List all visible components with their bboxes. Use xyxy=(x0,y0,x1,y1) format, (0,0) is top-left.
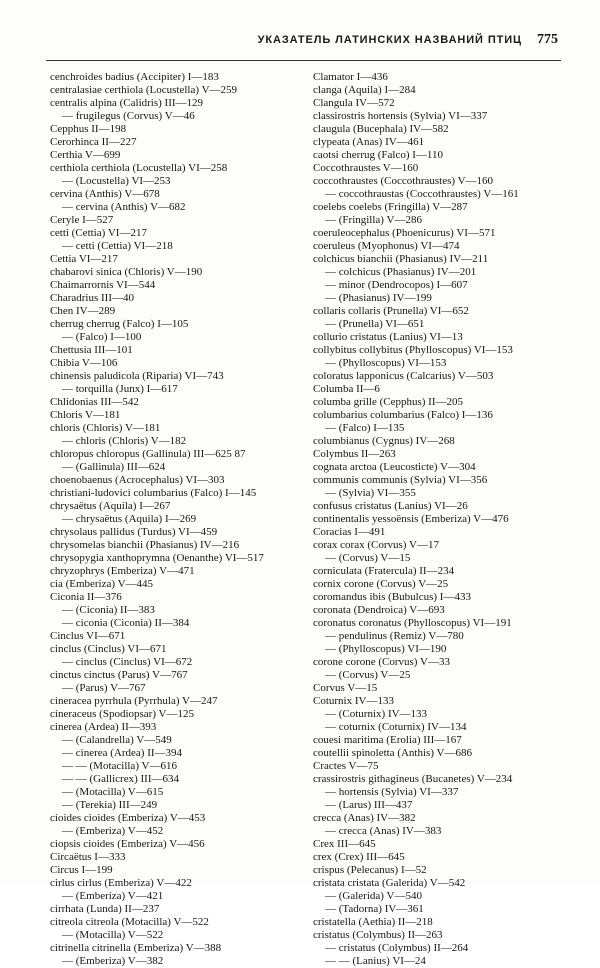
index-column-left xyxy=(50,71,298,968)
index-entry: columbarius columbarius (Falco) I—136 xyxy=(313,409,493,421)
index-entry: — coccothraustas (Coccothraustes) V—161 xyxy=(325,188,519,200)
index-entry: — (Emberiza) V—452 xyxy=(62,825,164,837)
running-title: УКАЗАТЕЛЬ ЛАТИНСКИХ НАЗВАНИЙ ПТИЦ xyxy=(257,34,522,46)
index-entry: — — (Lanius) VI—24 xyxy=(325,955,426,967)
index-entry: chrysopygia xanthoprymna (Oenanthe) VI—517 xyxy=(50,552,264,564)
index-entry: clanga (Aquila) I—284 xyxy=(313,84,416,96)
index-entry: coccothraustes (Coccothraustes) V—160 xyxy=(313,175,494,187)
index-entry: continentalis yessoënsis (Emberiza) V—476 xyxy=(313,513,509,525)
index-entry: — (Locustella) VI—253 xyxy=(62,175,171,187)
index-entry: coromandus ibis (Bubulcus) I—433 xyxy=(313,591,471,603)
index-entry: cirlus cirlus (Emberiza) V—422 xyxy=(50,877,192,889)
page-number: 775 xyxy=(537,32,558,47)
index-entry: — (Fringilla) V—286 xyxy=(325,214,422,226)
index-entry: chrysolaus pallidus (Turdus) VI—459 xyxy=(50,526,218,538)
index-entry: collybitus collybitus (Phylloscopus) VI—153 xyxy=(313,344,513,356)
index-entry: — (Sylvia) VI—355 xyxy=(325,487,416,499)
index-entry: cristatus (Colymbus) II—263 xyxy=(313,929,443,941)
index-entry: claugula (Bucephala) IV—582 xyxy=(313,123,449,135)
index-entry: chinensis paludicola (Riparia) VI—743 xyxy=(50,370,224,382)
index-entry: crassirostris githagineus (Bucanetes) V—234 xyxy=(313,773,513,785)
index-entry: Cepphus II—198 xyxy=(50,123,127,135)
index-entry: — (Corvus) V—15 xyxy=(325,552,411,564)
index-entry: — (Phasianus) IV—199 xyxy=(325,292,432,304)
index-entry: cia (Emberiza) V—445 xyxy=(50,578,154,590)
index-entry: — crecca (Anas) IV—383 xyxy=(325,825,442,837)
index-entry: Clangula IV—572 xyxy=(313,97,395,109)
index-entry: chrysomelas bianchii (Phasianus) IV—216 xyxy=(50,539,240,551)
index-entry: — minor (Dendrocopos) I—607 xyxy=(325,279,468,291)
index-entry: cristata cristata (Galerida) V—542 xyxy=(313,877,466,889)
index-entry: crex (Crex) III—645 xyxy=(313,851,405,863)
index-entry: — chrysaëtus (Aquila) I—269 xyxy=(62,513,197,525)
index-entry: caotsi cherrug (Falco) I—110 xyxy=(313,149,444,161)
index-entry: couesi maritima (Erolia) III—167 xyxy=(313,734,462,746)
index-entry: cirrhata (Lunda) II—237 xyxy=(50,903,160,915)
index-entry: — (Coturnix) IV—133 xyxy=(325,708,428,720)
index-entry: — (Motacilla) V—522 xyxy=(62,929,164,941)
index-entry: communis communis (Sylvia) VI—356 xyxy=(313,474,488,486)
index-entry: cinctus cinctus (Parus) V—767 xyxy=(50,669,188,681)
index-entry: — (Ciconia) II—383 xyxy=(62,604,155,616)
index-entry: corone corone (Corvus) V—33 xyxy=(313,656,450,668)
index-entry: Charadrius III—40 xyxy=(50,292,135,304)
index-entry: cognata arctoa (Leucosticte) V—304 xyxy=(313,461,476,473)
index-entry: Coracias I—491 xyxy=(313,526,386,538)
index-entry: — (Falco) I—135 xyxy=(325,422,405,434)
index-entry: Colymbus II—263 xyxy=(313,448,396,460)
index-entry: confusus cristatus (Lanius) VI—26 xyxy=(313,500,468,512)
index-entry: Coccothraustes V—160 xyxy=(313,162,419,174)
index-entry: cristatella (Aethia) II—218 xyxy=(313,916,433,928)
index-entry: crecca (Anas) IV—382 xyxy=(313,812,416,824)
index-entry: — frugilegus (Corvus) V—46 xyxy=(62,110,195,122)
index-entry: clypeata (Anas) IV—461 xyxy=(313,136,425,148)
index-entry: — — (Motacilla) V—616 xyxy=(62,760,177,772)
index-entry: coronata (Dendroica) V—693 xyxy=(313,604,445,616)
index-entry: — (Galerida) V—540 xyxy=(325,890,422,902)
index-entry: centralasiae certhiola (Locustella) V—259 xyxy=(50,84,238,96)
index-entry: — cervina (Anthis) V—682 xyxy=(62,201,186,213)
index-entry: Crex III—645 xyxy=(313,838,376,850)
index-entry: — chloris (Chloris) V—182 xyxy=(62,435,187,447)
index-entry: — cinclus (Cinclus) VI—672 xyxy=(62,656,193,668)
index-entry: — (Corvus) V—25 xyxy=(325,669,411,681)
index-entry: — (Calandrella) V—549 xyxy=(62,734,172,746)
index-entry: certhiola certhiola (Locustella) VI—258 xyxy=(50,162,228,174)
index-entry: coelebs coelebs (Fringilla) V—287 xyxy=(313,201,468,213)
index-entry: Cractes V—75 xyxy=(313,760,379,772)
index-entry: Coturnix IV—133 xyxy=(313,695,394,707)
index-entry: corniculata (Fratercula) II—234 xyxy=(313,565,455,577)
index-entry: coeruleus (Myophonus) VI—474 xyxy=(313,240,460,252)
index-entry: — pendulinus (Remiz) V—780 xyxy=(325,630,464,642)
index-entry: crispus (Pelecanus) I—52 xyxy=(313,864,427,876)
index-entry: Corvus V—15 xyxy=(313,682,378,694)
index-entry: — cinerea (Ardea) II—394 xyxy=(62,747,183,759)
index-entry: columbianus (Cygnus) IV—268 xyxy=(313,435,455,447)
index-entry: cetti (Cettia) VI—217 xyxy=(50,227,147,239)
index-entry: — (Tadorna) IV—361 xyxy=(325,903,424,915)
index-entry: cioides cioides (Emberiza) V—453 xyxy=(50,812,206,824)
index-entry: Chlidonias III—542 xyxy=(50,396,139,408)
index-entry: cornix corone (Corvus) V—25 xyxy=(313,578,449,590)
index-entry: citrinella citrinella (Emberiza) V—388 xyxy=(50,942,222,954)
index-entry: Cinclus VI—671 xyxy=(50,630,126,642)
index-entry: christiani-ludovici columbarius (Falco) I—145 xyxy=(50,487,257,499)
index-entry: chloris (Chloris) V—181 xyxy=(50,422,161,434)
index-entry: chabarovi sinica (Chloris) V—190 xyxy=(50,266,203,278)
index-entry: classirostris hortensis (Sylvia) VI—337 xyxy=(313,110,488,122)
page-header xyxy=(0,34,600,54)
index-entry: — torquilla (Junx) I—617 xyxy=(62,383,178,395)
index-entry: cinclus (Cinclus) VI—671 xyxy=(50,643,167,655)
index-entry: — — (Gallicrex) III—634 xyxy=(62,773,179,785)
index-entry: — (Emberiza) V—421 xyxy=(62,890,164,902)
index-entry: Ceryle I—527 xyxy=(50,214,114,226)
index-entry: — (Larus) III—437 xyxy=(325,799,413,811)
index-entry: cenchroides badius (Accipiter) I—183 xyxy=(50,71,219,83)
index-entry: Chettusia III—101 xyxy=(50,344,133,356)
index-entry: — (Falco) I—100 xyxy=(62,331,142,343)
index-entry: — cristatus (Colymbus) II—264 xyxy=(325,942,469,954)
index-entry: Chen IV—289 xyxy=(50,305,116,317)
index-entry: — cetti (Cettia) VI—218 xyxy=(62,240,173,252)
index-entry: chrysaëtus (Aquila) I—267 xyxy=(50,500,171,512)
index-entry: — (Terekia) III—249 xyxy=(62,799,158,811)
index-entry: chryzophrys (Emberiza) V—471 xyxy=(50,565,195,577)
index-entry: Clamator I—436 xyxy=(313,71,388,83)
index-entry: Chibia V—106 xyxy=(50,357,118,369)
index-entry: columba grille (Cepphus) II—205 xyxy=(313,396,463,408)
index-entry: Cerorhinca II—227 xyxy=(50,136,137,148)
index-entry: — (Phylloscopus) VI—190 xyxy=(325,643,447,655)
index-entry: cineracea pyrrhula (Pyrrhula) V—247 xyxy=(50,695,218,707)
index-entry: cherrug cherrug (Falco) I—105 xyxy=(50,318,189,330)
index-entry: — coturnix (Coturnix) IV—134 xyxy=(325,721,467,733)
index-entry: — (Motacilla) V—615 xyxy=(62,786,164,798)
index-entry: — colchicus (Phasianus) IV—201 xyxy=(325,266,477,278)
index-entry: Circus I—199 xyxy=(50,864,113,876)
index-entry: — ciconia (Ciconia) II—384 xyxy=(62,617,190,629)
index-entry: — (Prunella) VI—651 xyxy=(325,318,425,330)
index-entry: cinerea (Ardea) II—393 xyxy=(50,721,157,733)
index-entry: Circaëtus I—333 xyxy=(50,851,126,863)
index-entry: colchicus bianchii (Phasianus) IV—211 xyxy=(313,253,489,265)
index-entry: coloratus lapponicus (Calcarius) V—503 xyxy=(313,370,494,382)
index-entry: Columba II—6 xyxy=(313,383,380,395)
index-entry: ciopsis cioides (Emberiza) V—456 xyxy=(50,838,205,850)
index-entry: citreola citreola (Motacilla) V—522 xyxy=(50,916,209,928)
index-entry: — hortensis (Sylvia) VI—337 xyxy=(325,786,459,798)
index-entry: Chaimarrornis VI—544 xyxy=(50,279,156,291)
header-rule xyxy=(46,60,561,61)
index-entry: cineraceus (Spodiopsar) V—125 xyxy=(50,708,194,720)
index-entry: — (Parus) V—767 xyxy=(62,682,146,694)
index-entry: — (Emberiza) V—382 xyxy=(62,955,164,967)
index-entry: choenobaenus (Acrocephalus) VI—303 xyxy=(50,474,225,486)
index-entry: centralis alpina (Calidris) III—129 xyxy=(50,97,204,109)
index-entry: Cettia VI—217 xyxy=(50,253,118,265)
index-entry: collaris collaris (Prunella) VI—652 xyxy=(313,305,469,317)
index-column-right xyxy=(313,71,565,968)
index-entry: Ciconia II—376 xyxy=(50,591,122,603)
index-entry: cervina (Anthis) V—678 xyxy=(50,188,160,200)
index-entry: Certhia V—699 xyxy=(50,149,121,161)
index-entry: coutellii spinoletta (Anthis) V—686 xyxy=(313,747,472,759)
index-entry: corax corax (Corvus) V—17 xyxy=(313,539,439,551)
index-entry: — (Gallinula) III—624 xyxy=(62,461,166,473)
index-entry: — (Phylloscopus) VI—153 xyxy=(325,357,447,369)
index-entry: collurio cristatus (Lanius) VI—13 xyxy=(313,331,463,343)
index-entry: coronatus coronatus (Phylloscopus) VI—191 xyxy=(313,617,512,629)
index-entry: Chloris V—181 xyxy=(50,409,121,421)
index-entry: chloropus chloropus (Gallinula) III—625 87 xyxy=(50,448,246,460)
index-entry: coeruleocephalus (Phoenicurus) VI—571 xyxy=(313,227,496,239)
